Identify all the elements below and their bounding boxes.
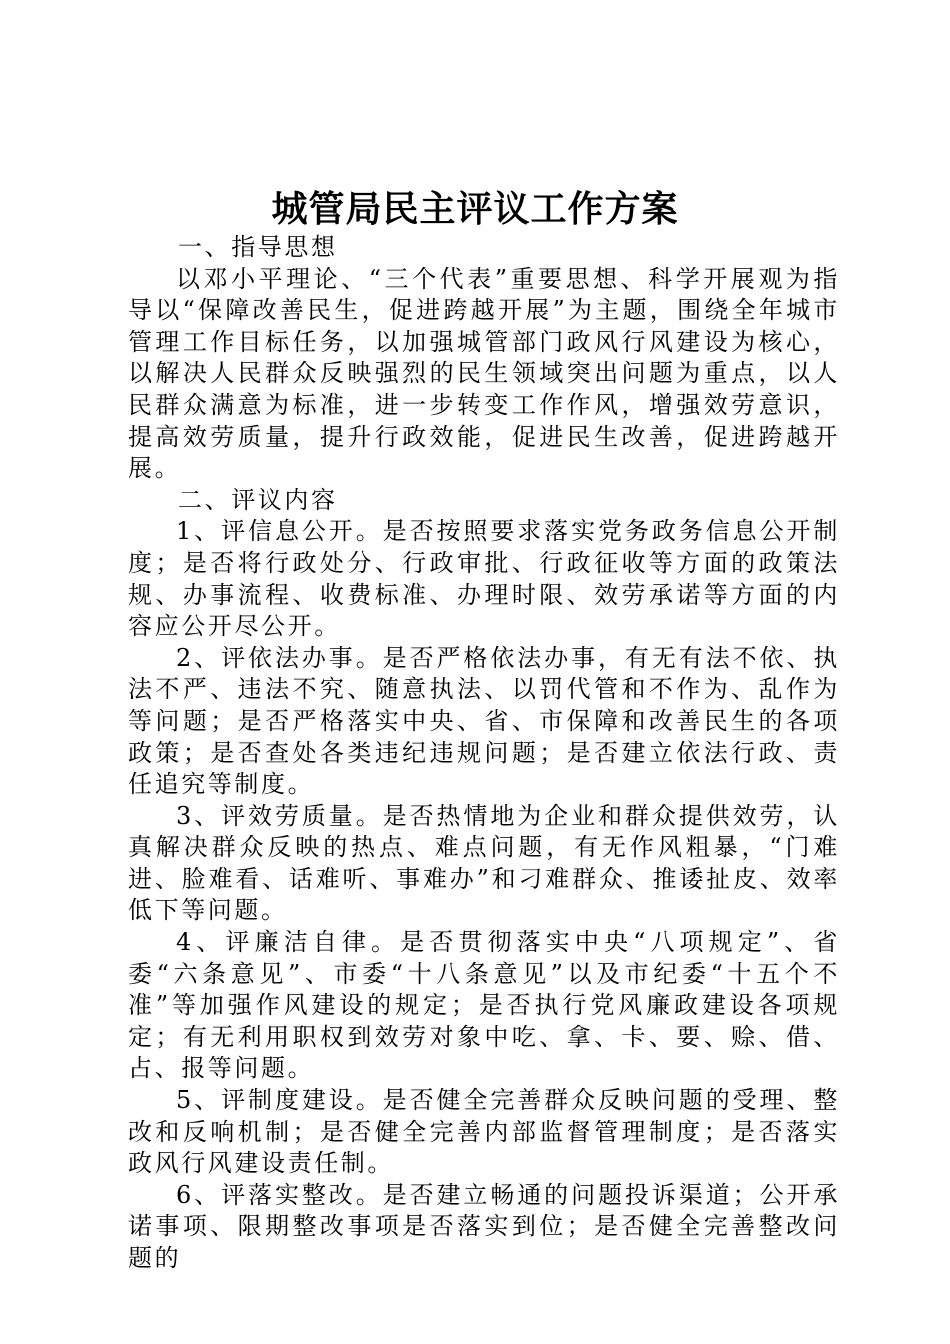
section-heading-evaluation-content: 二、评议内容 bbox=[178, 485, 338, 514]
paragraph-guiding-ideology: 以邓小平理论、“三个代表”重要思想、科学开展观为指导以“保障改善民生，促进跨越开展”为主题，围绕全年城市管理工作目标任务，以加强城管部门政风行风建设为核心，以解决人民群众反映强烈的民生领域突出问题为重点，以人民群众满意为标准，进一步转变工作作风，增强效劳意识，提高效劳质量，提升行政效能，促进民生改善，促进跨越开展。 bbox=[128, 264, 840, 483]
paragraph-integrity: 4、评廉洁自律。是否贯彻落实中央“八项规定”、省委“六条意见”、市委“十八条意见”以及市纪委“十五个不准”等加强作风建设的规定；是否执行党风廉政建设各项规定；有无利用职权到效劳对象中吃、拿、卡、要、赊、借、占、报等问题。 bbox=[128, 928, 840, 1083]
paragraph-service-quality: 3、评效劳质量。是否热情地为企业和群众提供效劳，认真解决群众反映的热点、难点问题，有无作风粗暴，“门难进、脸难看、话难听、事难办”和刁难群众、推诿扯皮、效率低下等问题。 bbox=[128, 801, 840, 925]
paragraph-rectification: 6、评落实整改。是否建立畅通的问题投诉渠道；公开承诺事项、限期整改事项是否落实到位；是否健全完善整改问题的 bbox=[128, 1180, 840, 1272]
section-heading-guiding-ideology: 一、指导思想 bbox=[178, 233, 338, 261]
paragraph-info-disclosure: 1、评信息公开。是否按照要求落实党务政务信息公开制度；是否将行政处分、行政审批、行政征收等方面的政策法规、办事流程、收费标准、办理时限、效劳承诺等方面的内容应公开尽公开。 bbox=[128, 517, 840, 641]
document-title: 城管局民主评议工作方案 bbox=[271, 188, 679, 230]
paragraph-system-building: 5、评制度建设。是否健全完善群众反映问题的受理、整改和反响机制；是否健全完善内部监督管理制度；是否落实政风行风建设责任制。 bbox=[128, 1086, 840, 1178]
paragraph-law-based-work: 2、评依法办事。是否严格依法办事，有无有法不依、执法不严、违法不究、随意执法、以罚代管和不作为、乱作为等问题；是否严格落实中央、省、市保障和改善民生的各项政策；是否查处各类违纪违规问题；是否建立依法行政、责任追究等制度。 bbox=[128, 643, 840, 799]
document-body bbox=[128, 232, 840, 1275]
